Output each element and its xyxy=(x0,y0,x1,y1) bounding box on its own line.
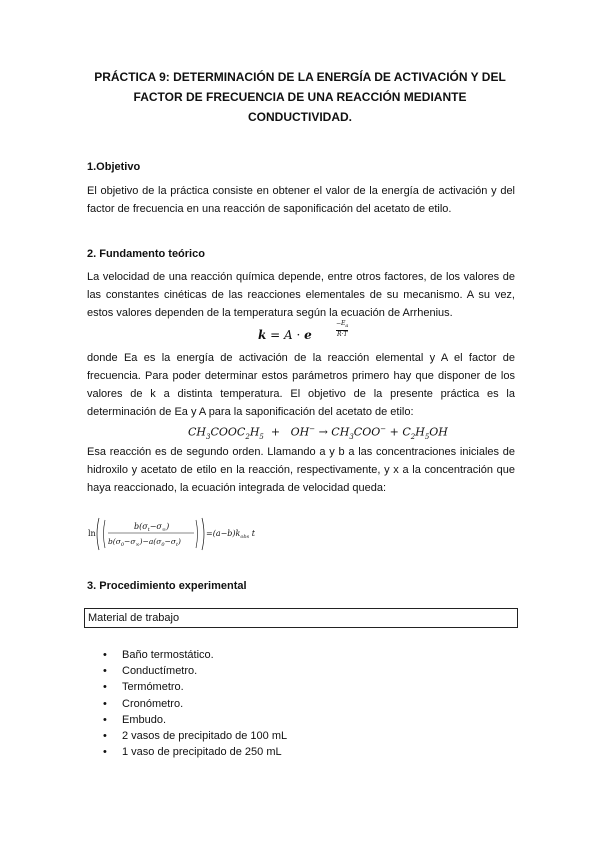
fundamento-paragraph-1: La velocidad de una reacción química depende, entre otros factores, de los valores de las constantes cinéticas de las reacciones elementales de su mecanismo. A su vez, estos valores dependen de la temperatura según la ecuación de Arrhenius. xyxy=(87,271,515,319)
bullet-icon: • xyxy=(103,746,107,759)
list-item: • Baño termostático. xyxy=(103,647,287,663)
list-item: • 2 vasos de precipitado de 100 mL xyxy=(103,728,287,744)
material-list xyxy=(103,647,287,760)
bullet-icon: • xyxy=(103,730,107,743)
fundamento-paragraph-3: Esa reacción es de segundo orden. Llamando a y b a las concentraciones iniciales de hidroxilo y acetato de etilo en la reacción, respectivamente, y x a la concentración que haya reaccionado, la ecuación integrada de velocidad queda: xyxy=(87,446,515,494)
saponification-equation: $CH_3COOC_2H_5 + OH^- \to CH_3COO^- + C_2H_5OH$ xyxy=(188,425,448,441)
bullet-icon: • xyxy=(103,697,107,710)
section-heading-fundamento: 2. Fundamento teórico xyxy=(87,248,205,260)
material-box xyxy=(84,608,518,628)
bullet-icon: • xyxy=(103,681,107,694)
svg-text:b(σt−σ∞): $b(\sigma_t-\sigma_\infty)$ xyxy=(134,522,170,533)
fundamento-paragraph-2: donde Ea es la energía de activación de la reacción elemental y A el factor de frecuencia. Para poder determinar estos parámetros primero hay que disponer de los valores de k a distinta temperatura. El objetivo de la presente práctica es la determinación de Ea y A para la saponificación del acetato de etilo: xyxy=(87,352,515,418)
objetivo-paragraph: El objetivo de la práctica consiste en obtener el valor de la energía de activación y del factor de frecuencia en una reacción de saponificación del acetato de etilo. xyxy=(87,185,515,215)
list-item: • Embudo. xyxy=(103,712,287,728)
section-heading-objetivo: 1.Objetivo xyxy=(87,161,141,173)
svg-text:b(σ0−σ∞)−a(σ0−σt): $b(\sigma_0-\sigma_\infty)-a(\sigma_0-\sigma_t)$ xyxy=(108,537,181,548)
integrated-rate-equation xyxy=(86,514,286,560)
document-page: PRÁCTICA 9: DETERMINACIÓN DE LA ENERGÍA DE ACTIVACIÓN Y DEL FACTOR DE FRECUENCIA DE UNA REACCIÓN MEDIANTE CONDUCTIVIDAD. 1.Objetivo El objetivo de la práctica consiste en obtener el valor de la energía de activación y del factor de frecuencia en una reacción de saponificación del acetato de etilo. 2. Fundamento teórico La velocidad de una reacción química depende, entre otros factores, de los valores de las constantes cinéticas de las reacciones elementales de su mecanismo. A su vez, estos valores dependen de la temperatura según la ecuación de Arrhenius. k = A · e $-E_a$ R·T donde Ea es la energía de activación de la reacción elemental y A el factor de frecuencia. Para poder determinar estos parámetros primero hay que disponer de los valores de k a distinta temperatura. El objetivo de la presente práctica es la determinación de Ea y A para la saponificación del acetato de etilo: $CH_3COOC_2H_5 + OH^- \to CH_3COO^- + C_2H_5OH$ Esa reacción es de segundo orden. Llamando a y b a las concentraciones iniciales de hidroxilo y acetato de etilo en la reacción, respectivamente, y x a la concentración que haya reaccionado, la ecuación integrada de velocidad queda: ln $b(\sigma_t-\sigma_\infty)$ $b(\sigma_0-\sigma_\infty)-a(\sigma_0-\sigma_t)$ $=(a-b)k_{obs}$ t 3. Procedimiento experimental Material de trabajo • Baño termostático. • Conductímetro. • Termómetro. • Cronómetro. • Embudo. • 2 vasos de precipitado de 100 mL • 1 vaso de precipitado de 250 mL xyxy=(0,0,600,848)
list-item: • 1 vaso de precipitado de 250 mL xyxy=(103,744,287,760)
bullet-icon: • xyxy=(103,665,107,678)
material-box-label: Material de trabajo xyxy=(88,612,180,624)
bullet-icon: • xyxy=(103,713,107,726)
list-item: • Termómetro. xyxy=(103,679,287,695)
svg-text:=(a−b)kobs t: $=(a-b)k_{obs}$ t xyxy=(206,529,255,540)
svg-text:ln: ln xyxy=(88,529,96,538)
section-heading-procedimiento: 3. Procedimiento experimental xyxy=(87,580,247,592)
list-item: • Conductímetro. xyxy=(103,663,287,679)
list-item: • Cronómetro. xyxy=(103,696,287,712)
page-title: PRÁCTICA 9: DETERMINACIÓN DE LA ENERGÍA DE ACTIVACIÓN Y DEL FACTOR DE FRECUENCIA DE UNA REACCIÓN MEDIANTE CONDUCTIVIDAD. xyxy=(94,70,506,124)
bullet-icon: • xyxy=(103,649,107,661)
